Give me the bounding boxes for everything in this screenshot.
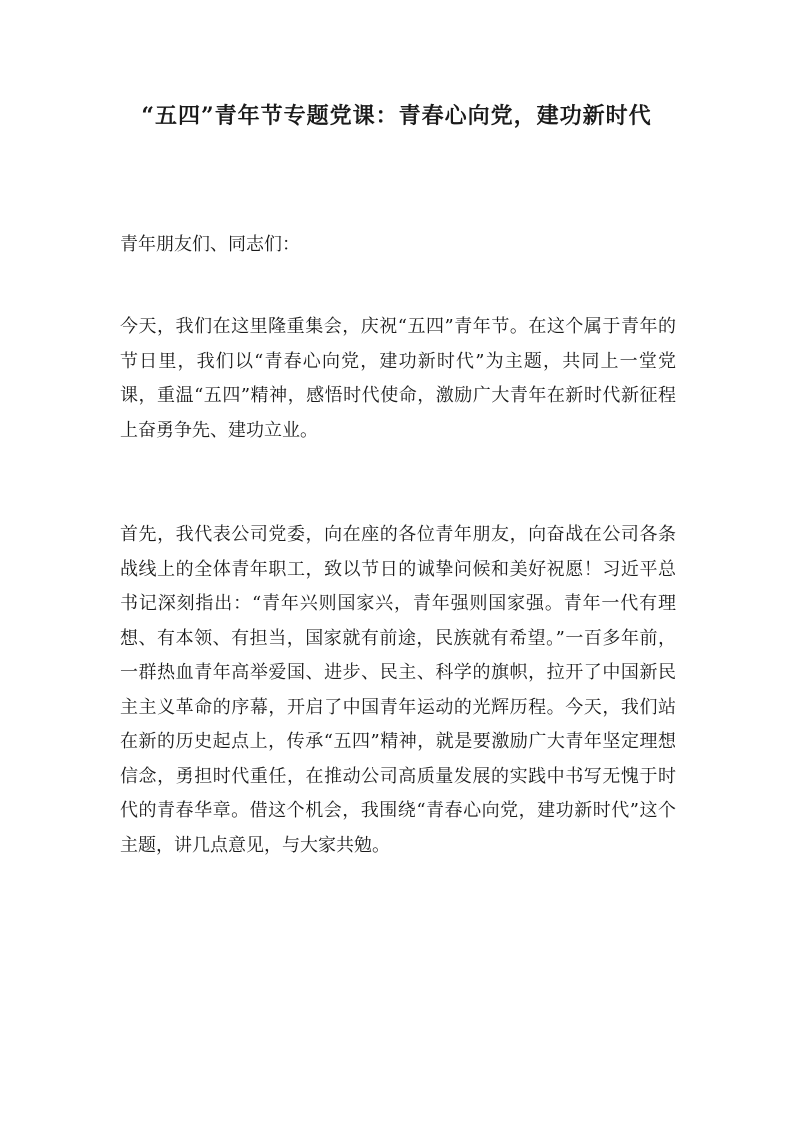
salutation: 青年朋友们、同志们： — [120, 234, 300, 255]
paragraph-greeting: 首先，我代表公司党委，向在座的各位青年朋友，向奋战在公司各条战线上的全体青年职工，致以节日的诚挚问候和美好祝愿！习近平总书记深刻指出：“青年兴则国家兴，青年强则国家强。青年一代有理想、有本领、有担当，国家就有前途，民族就有希望。”一百多年前，一群热血青年高举爱国、进步、民主、科学的旗帜，拉开了中国新民主主义革命的序幕，开启了中国青年运动的光辉历程。今天，我们站在新的历史起点上，传承“五四”精神，就是要激励广大青年坚定理想信念，勇担时代重任，在推动公司高质量发展的实践中书写无愧于时代的青春华章。借这个机会，我围绕“青春心向党，建功新时代”这个主题，讲几点意见，与大家共勉。 — [120, 524, 676, 856]
paragraph-opening: 今天，我们在这里隆重集会，庆祝“五四”青年节。在这个属于青年的节日里，我们以“青春心向党，建功新时代”为主题，共同上一堂党课，重温“五四”精神，感悟时代使命，激励广大青年在新时代新征程上奋勇争先、建功立业。 — [120, 316, 676, 441]
document-title: “五四”青年节专题党课：青春心向党，建功新时代 — [141, 103, 652, 129]
